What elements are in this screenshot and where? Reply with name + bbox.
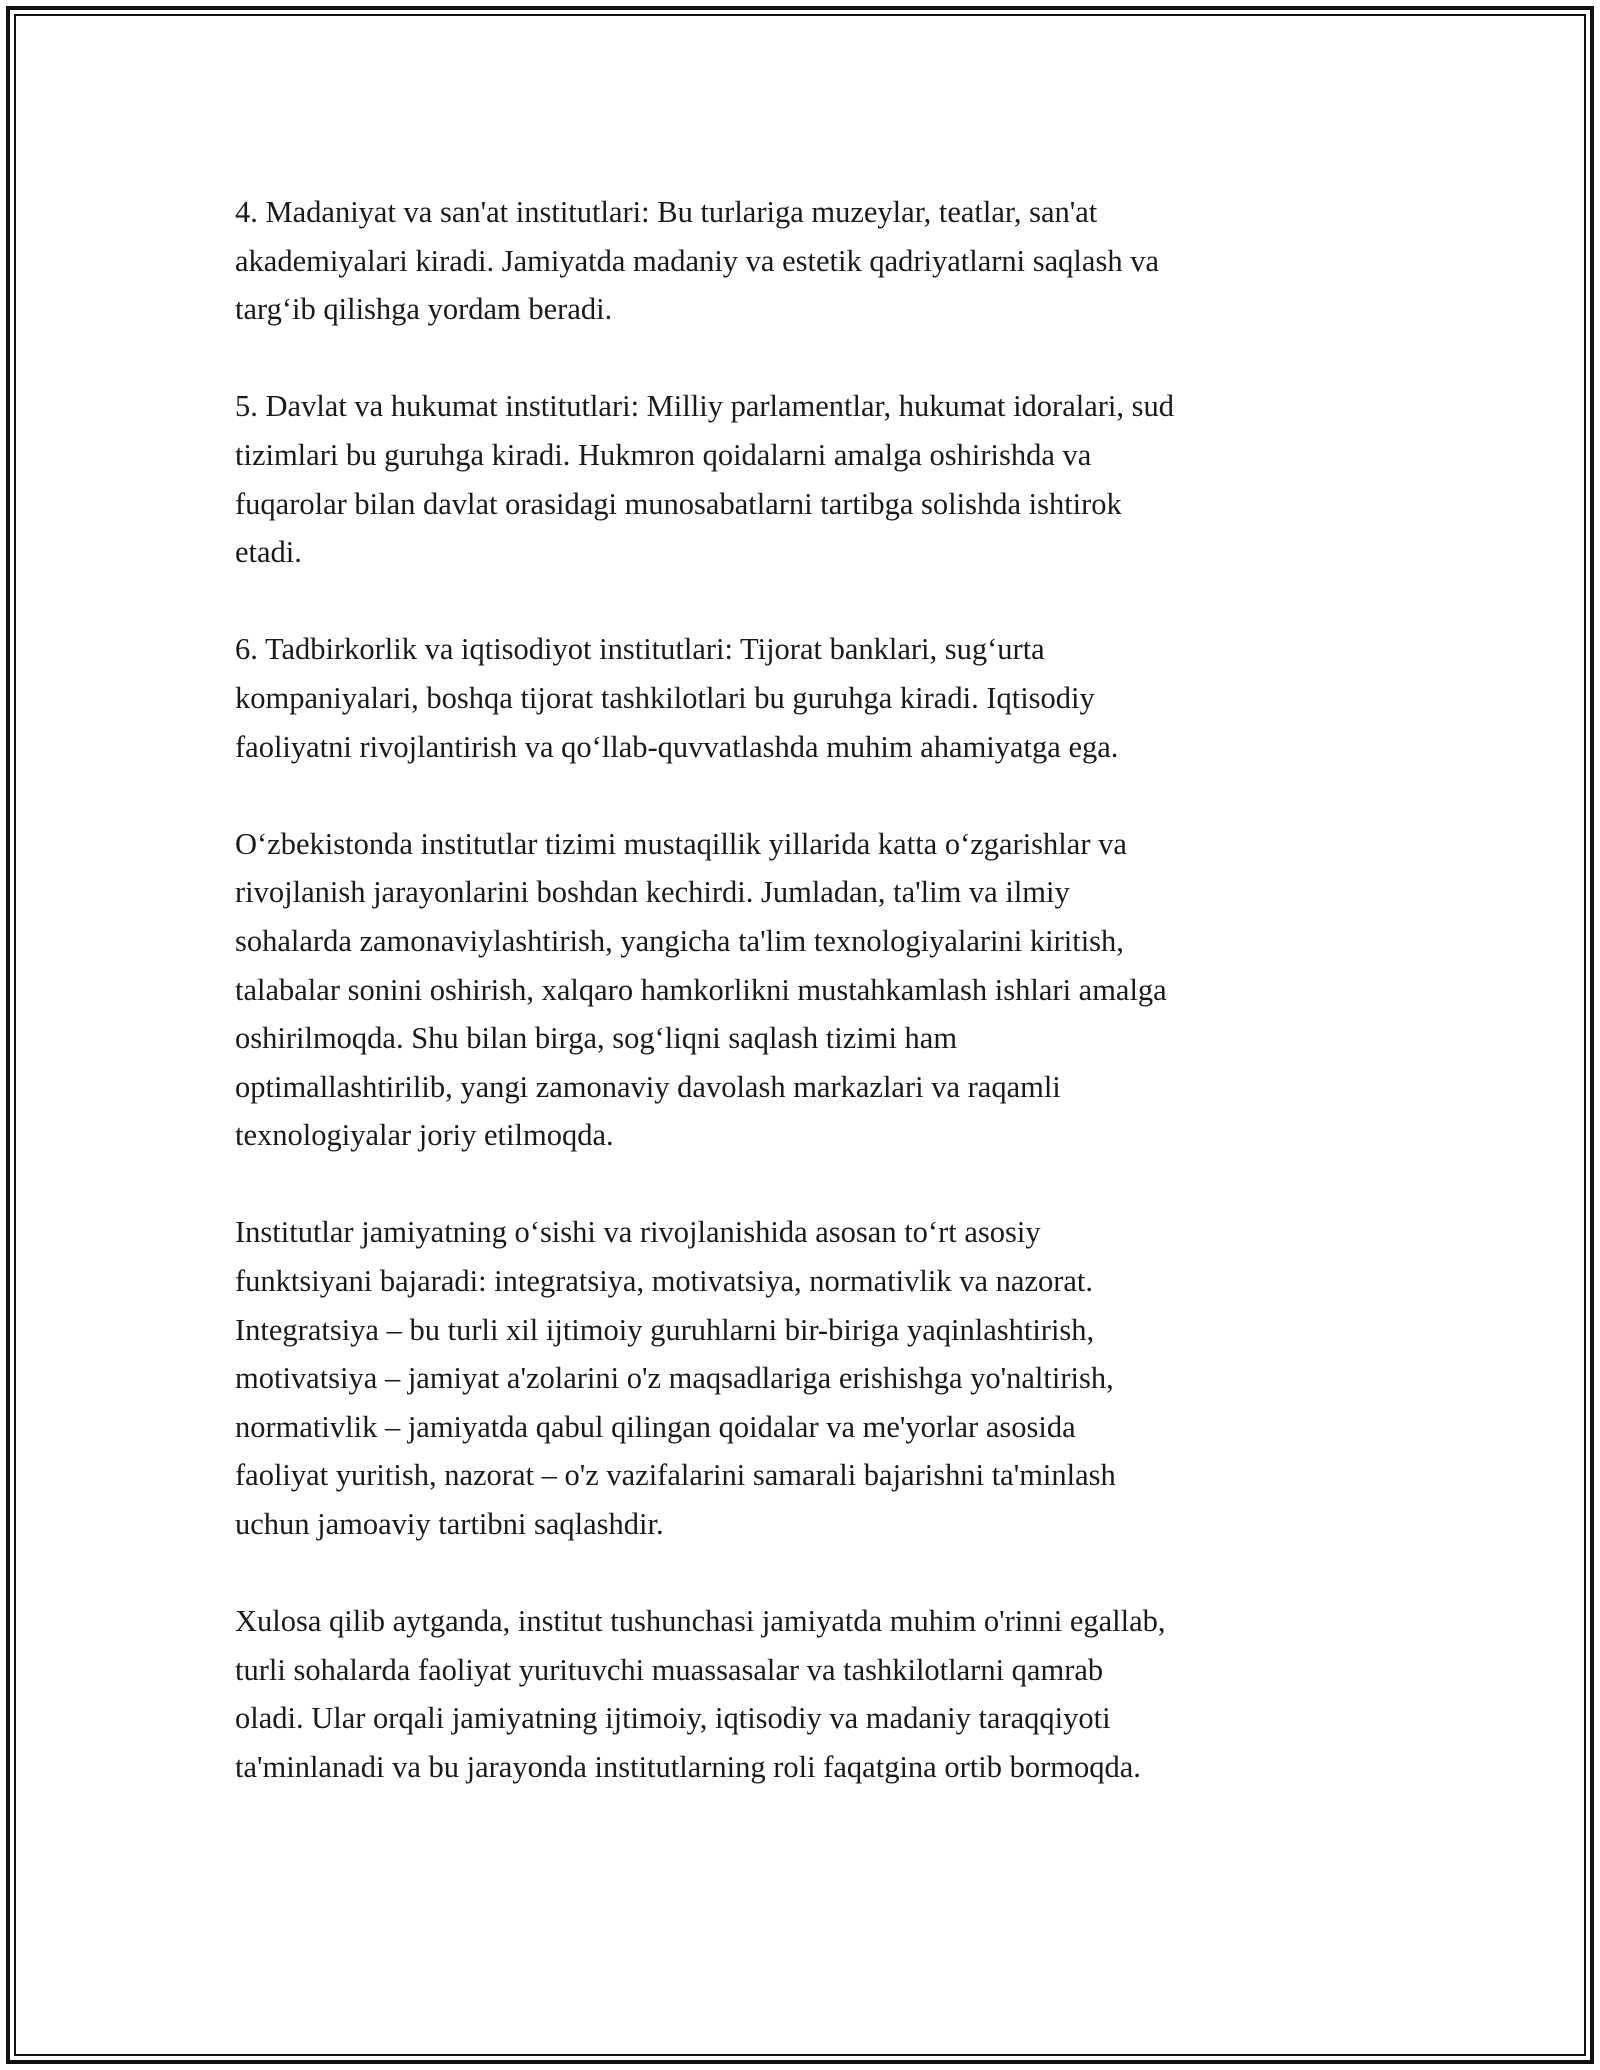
text-line: turli sohalarda faoliyat yurituvchi muassasalar va tashkilotlarni qamrab: [235, 1652, 1104, 1687]
text-line: funktsiyani bajaradi: integratsiya, motivatsiya, normativlik va nazorat.: [235, 1264, 1093, 1299]
text-line: talabalar sonini oshirish, xalqaro hamkorlikni mustahkamlash ishlari amalga: [235, 972, 1167, 1007]
text-line: uchun jamoaviy tartibni saqlashdir.: [235, 1507, 664, 1542]
text-line: Xulosa qilib aytganda, institut tushunchasi jamiyatda muhim o'rinni egallab,: [235, 1604, 1166, 1639]
text-line: sohalarda zamonaviylashtirish, yangicha ta'lim texnologiyalarini kiritish,: [235, 923, 1124, 958]
text-line: targ‘ib qilishga yordam beradi.: [235, 292, 613, 327]
text-line: akademiyalari kiradi. Jamiyatda madaniy va estetik qadriyatlarni saqlash va: [235, 243, 1159, 278]
text-line: rivojlanish jarayonlarini boshdan kechirdi. Jumladan, ta'lim va ilmiy: [235, 875, 1070, 910]
text-line: oladi. Ular orqali jamiyatning ijtimoiy, iqtisodiy va madaniy taraqqiyoti: [235, 1701, 1111, 1736]
text-line: Institutlar jamiyatning o‘sishi va rivojlanishida asosan to‘rt asosiy: [235, 1215, 1041, 1250]
text-line: fuqarolar bilan davlat orasidagi munosabatlarni tartibga solishda ishtirok: [235, 486, 1122, 521]
text-line: 6. Tadbirkorlik va iqtisodiyot institutlari: Tijorat banklari, sug‘urta: [235, 632, 1045, 667]
paragraph-culture-institutions: [235, 188, 1385, 334]
paragraph-uzbekistan-institutions: [235, 820, 1385, 1160]
document-body: [235, 188, 1385, 1840]
paragraph-business-institutions: [235, 625, 1385, 771]
text-line: ta'minlanadi va bu jarayonda institutlarning roli faqatgina ortib bormoqda.: [235, 1750, 1141, 1784]
text-line: 5. Davlat va hukumat institutlari: Milliy parlamentlar, hukumat idoralari, sud: [235, 389, 1174, 424]
paragraph-state-institutions: [235, 382, 1385, 576]
text-line: etadi.: [235, 535, 302, 570]
text-line: kompaniyalari, boshqa tijorat tashkilotlari bu guruhga kiradi. Iqtisodiy: [235, 680, 1095, 715]
paragraph-conclusion: [235, 1597, 1385, 1791]
text-line: oshirilmoqda. Shu bilan birga, sog‘liqni saqlash tizimi ham: [235, 1021, 958, 1056]
text-line: texnologiyalar joriy etilmoqda.: [235, 1118, 614, 1153]
text-line: Integratsiya – bu turli xil ijtimoiy guruhlarni bir-biriga yaqinlashtirish,: [235, 1312, 1095, 1347]
text-line: tizimlari bu guruhga kiradi. Hukmron qoidalarni amalga oshirishda va: [235, 437, 1092, 472]
text-line: O‘zbekistonda institutlar tizimi mustaqillik yillarida katta o‘zgarishlar va: [235, 826, 1127, 861]
text-line: normativlik – jamiyatda qabul qilingan qoidalar va me'yorlar asosida: [235, 1409, 1076, 1444]
text-line: optimallashtirilib, yangi zamonaviy davolash markazlari va raqamli: [235, 1069, 1061, 1104]
text-line: faoliyat yuritish, nazorat – o'z vazifalarini samarali bajarishni ta'minlash: [235, 1458, 1116, 1493]
text-line: 4. Madaniyat va san'at institutlari: Bu turlariga muzeylar, teatlar, san'at: [235, 195, 1098, 229]
text-line: faoliyatni rivojlantirish va qo‘llab-quvvatlashda muhim ahamiyatga ega.: [235, 729, 1119, 764]
paragraph-institution-functions: [235, 1208, 1385, 1548]
text-line: motivatsiya – jamiyat a'zolarini o'z maqsadlariga erishishga yo'naltirish,: [235, 1361, 1114, 1396]
